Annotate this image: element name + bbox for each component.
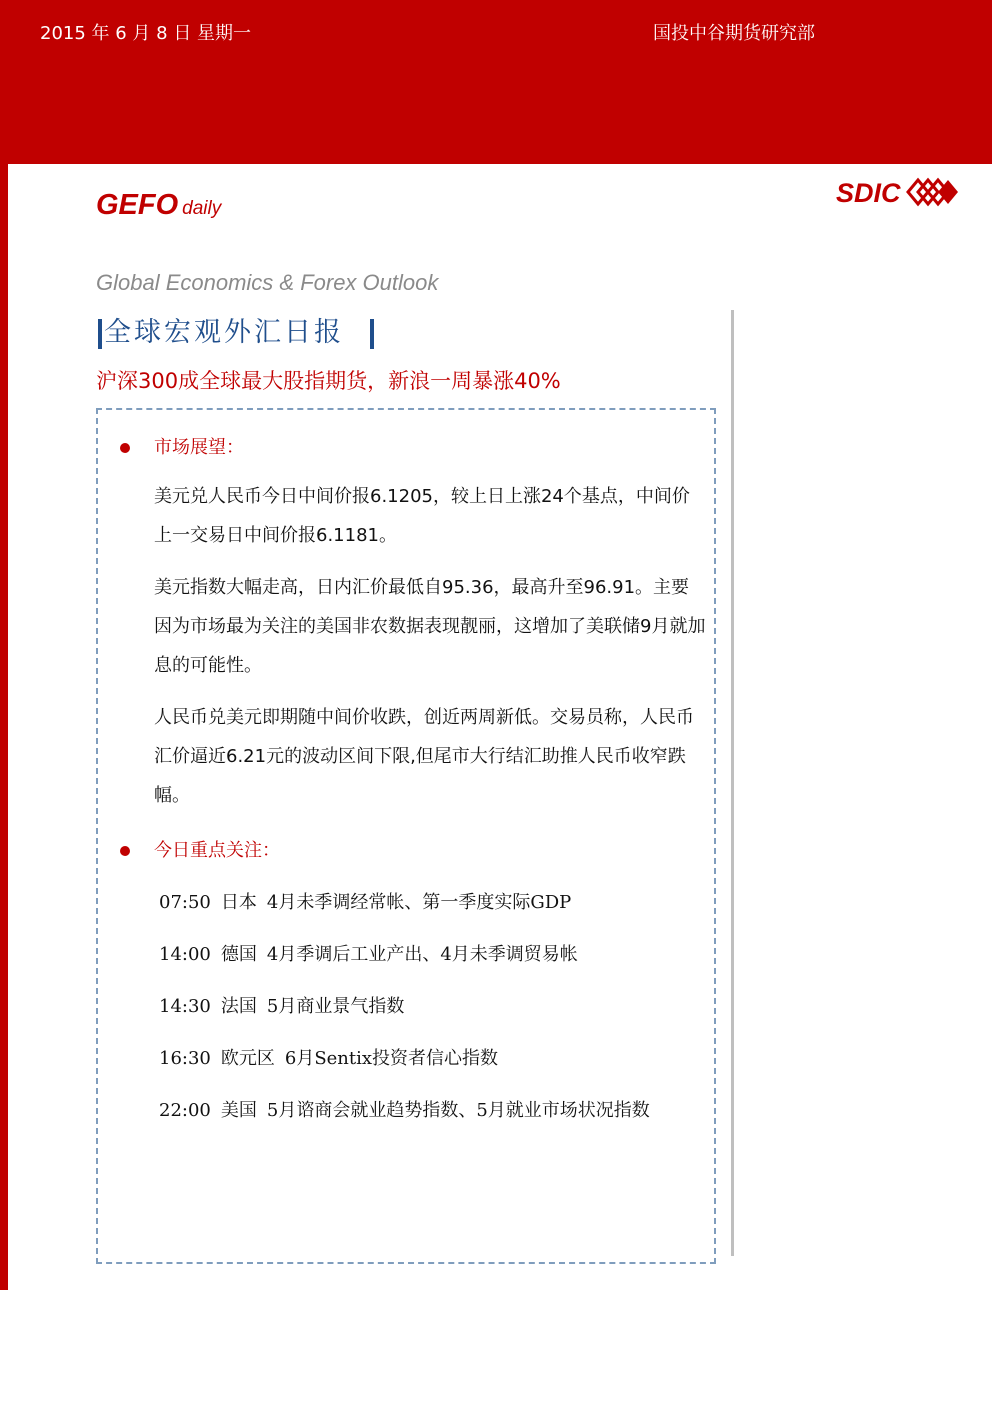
event-time: 16:30 [159, 1048, 211, 1069]
report-title-text: 全球宏观外汇日报 [104, 317, 344, 348]
event-country: 法国 [220, 996, 257, 1017]
event-country: 美国 [220, 1100, 257, 1121]
event-time: 07:50 [159, 892, 211, 913]
section-market-outlook [120, 433, 244, 459]
subtitle-english: Global Economics & Forex Outlook [96, 270, 439, 295]
paragraph: 美元兑人民币今日中间价报6.1205，较上日上涨24个基点，中间价上一交易日中间价报6.1181。 [154, 486, 690, 546]
list-item [159, 940, 588, 966]
brand-wordmark [96, 189, 221, 222]
bullet-icon [120, 443, 130, 453]
headline: 沪深300成全球最大股指期货，新浪一周暴涨40% [96, 369, 561, 393]
title-bar-right [370, 319, 374, 349]
event-item: 4月未季调经常帐、第一季度实际GDP [266, 892, 572, 913]
report-date: 2015 年 6 月 8 日 星期一 [40, 23, 252, 44]
event-country: 日本 [220, 892, 257, 913]
section-heading: 市场展望： [154, 437, 244, 458]
brand-daily: daily [182, 198, 222, 219]
event-item: 4月季调后工业产出、4月未季调贸易帐 [266, 944, 578, 965]
list-item [159, 992, 414, 1018]
event-country: 德国 [220, 944, 257, 965]
section-heading: 今日重点关注： [154, 840, 280, 861]
title-bar-left [98, 319, 102, 349]
sdic-logo [836, 176, 962, 208]
paragraph: 美元指数大幅走高，日内汇价最低自95.36，最高升至96.91。主要因为市场最为关注的美国非农数据表现靓丽，这增加了美联储9月就加息的可能性。 [154, 577, 706, 676]
event-time: 14:00 [159, 944, 211, 965]
sdic-logo-diamonds [908, 180, 958, 204]
list-item [159, 888, 581, 914]
report-title [96, 310, 376, 349]
brand-gefo: GEFO [96, 189, 179, 221]
event-item: 6月Sentix投资者信心指数 [284, 1048, 499, 1069]
department-name: 国投中谷期货研究部 [653, 23, 815, 44]
event-time: 14:30 [159, 996, 211, 1017]
event-item: 5月商业景气指数 [266, 996, 405, 1017]
section-focus [120, 836, 280, 862]
left-accent-bar [0, 164, 8, 1290]
event-item: 5月谘商会就业趋势指数、5月就业市场状况指数 [266, 1100, 650, 1121]
sdic-logo-text: SDIC [836, 178, 901, 208]
list-item [159, 1044, 508, 1070]
paragraph: 人民币兑美元即期随中间价收跌，创近两周新低。交易员称，人民币汇价逼近6.21元的波动区间下限,但尾市大行结汇助推人民币收窄跌幅。 [154, 707, 694, 806]
event-country: 欧元区 [220, 1048, 275, 1069]
bullet-icon [120, 846, 130, 856]
list-item [159, 1096, 660, 1122]
vertical-divider [731, 310, 734, 1256]
event-time: 22:00 [159, 1100, 211, 1121]
